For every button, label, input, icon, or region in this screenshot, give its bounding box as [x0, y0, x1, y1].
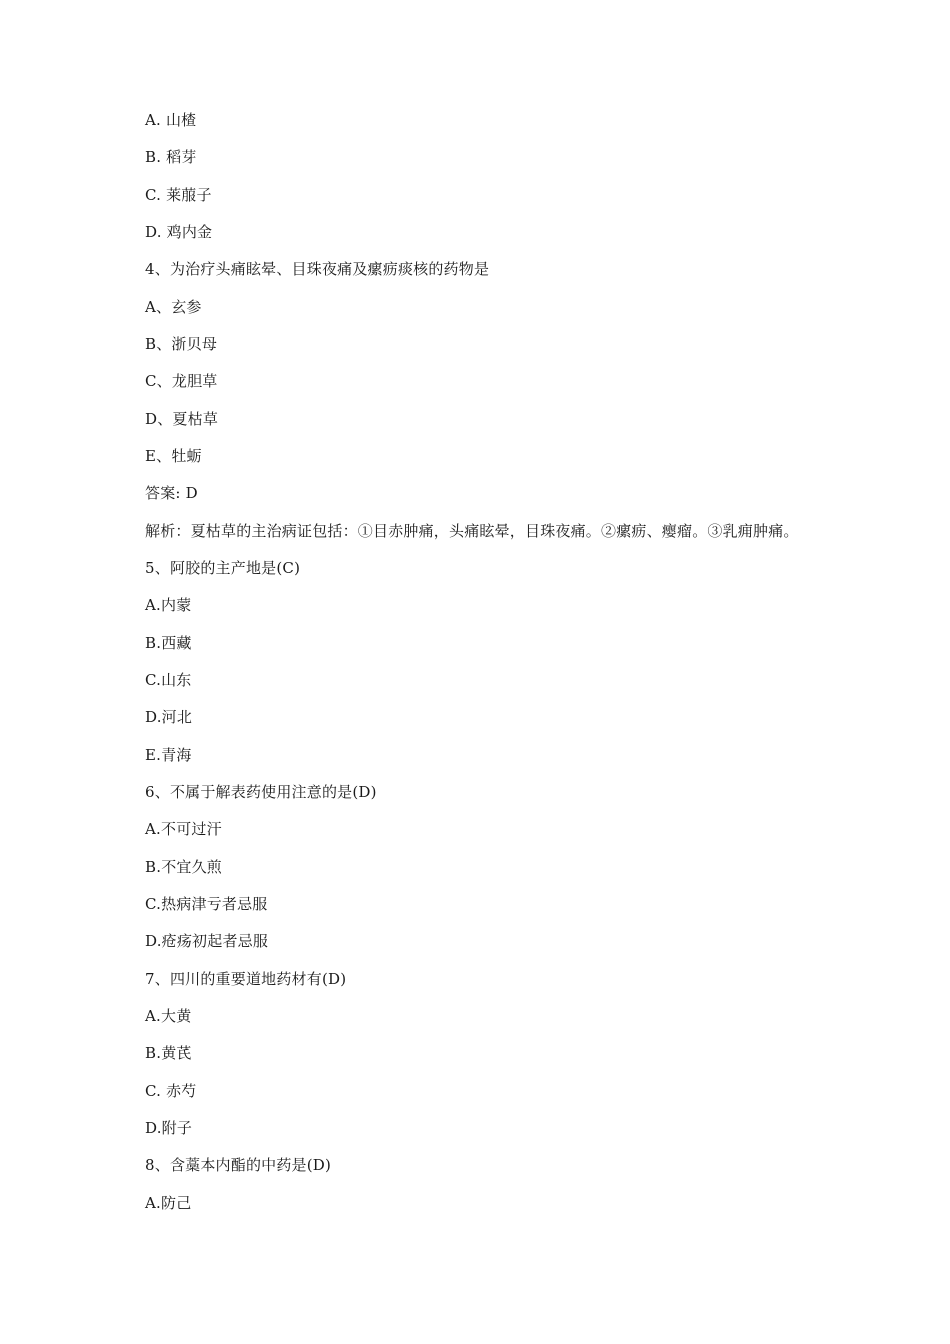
- q4-option-b: B、浙贝母: [145, 335, 218, 353]
- option-b-daoya: B. 稻芽: [145, 148, 197, 166]
- q5-option-d: D.河北: [145, 708, 193, 726]
- q7-option-a: A.大黄: [145, 1007, 192, 1025]
- q4-option-d: D、夏枯草: [145, 410, 219, 428]
- question-6: 6、不属于解表药使用注意的是(D): [145, 783, 377, 801]
- q5-option-b: B.西藏: [145, 634, 192, 652]
- q5-option-a: A.内蒙: [145, 596, 192, 614]
- q6-option-b: B.不宜久煎: [145, 858, 222, 876]
- q8-option-a: A.防己: [145, 1194, 192, 1212]
- q6-option-a: A.不可过汗: [145, 820, 222, 838]
- q4-option-c: C、龙胆草: [145, 372, 218, 390]
- question-4: 4、为治疗头痛眩晕、目珠夜痛及瘰疬痰核的药物是: [145, 260, 490, 278]
- q4-option-e: E、牡蛎: [145, 447, 202, 465]
- question-5: 5、阿胶的主产地是(C): [145, 559, 301, 577]
- q7-option-d: D.附子: [145, 1119, 193, 1137]
- question-7: 7、四川的重要道地药材有(D): [145, 970, 347, 988]
- option-c-laifuzi: C. 莱菔子: [145, 186, 212, 204]
- option-a-shanzha: A. 山楂: [145, 111, 197, 129]
- option-d-jineijin: D. 鸡内金: [145, 223, 213, 241]
- question-8: 8、含藁本内酯的中药是(D): [145, 1156, 332, 1174]
- q4-answer: 答案: D: [145, 484, 198, 502]
- q5-option-e: E.青海: [145, 746, 192, 764]
- q7-option-c: C. 赤芍: [145, 1082, 197, 1100]
- q6-option-d: D.疮疡初起者忌服: [145, 932, 269, 950]
- q4-option-a: A、玄参: [145, 298, 202, 316]
- q4-explanation: 解析：夏枯草的主治病证包括：①目赤肿痛，头痛眩晕，目珠夜痛。②瘰疬、瘿瘤。③乳痈肿痛。: [145, 522, 799, 540]
- q5-option-c: C.山东: [145, 671, 192, 689]
- q6-option-c: C.热病津亏者忌服: [145, 895, 268, 913]
- q7-option-b: B.黄芪: [145, 1044, 192, 1062]
